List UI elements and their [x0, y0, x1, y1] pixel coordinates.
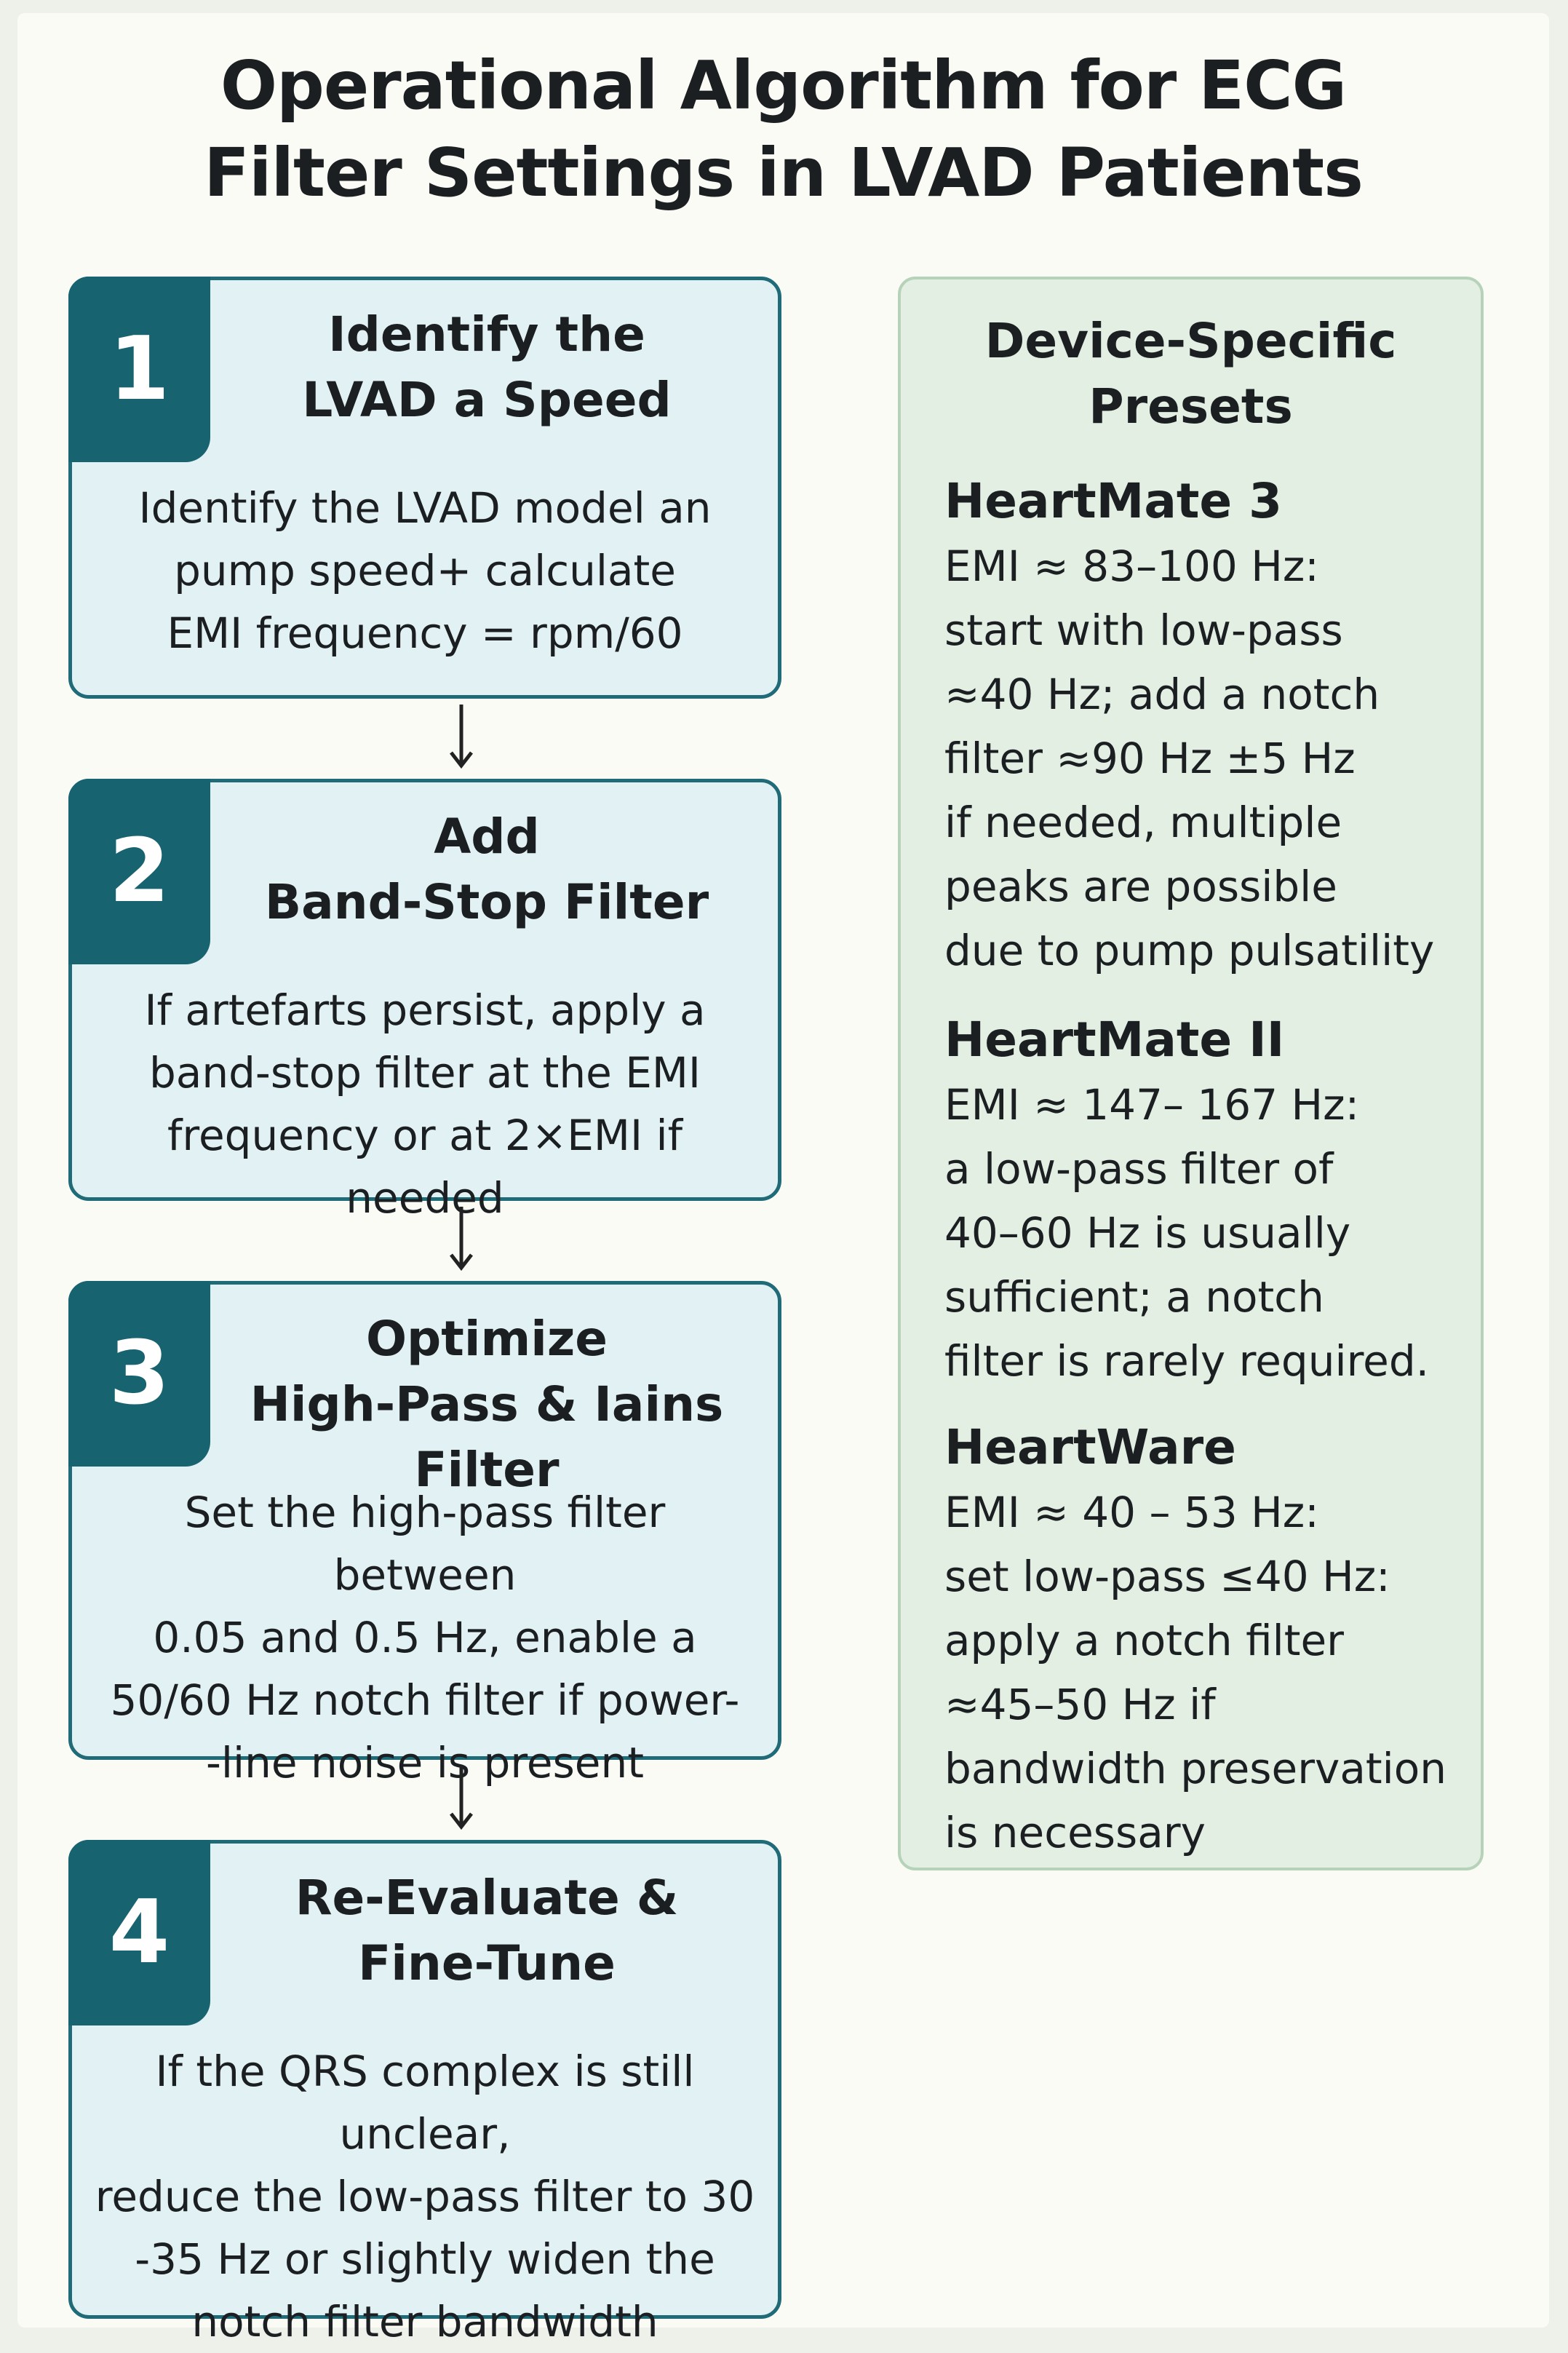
- step-3-body-line-3: 50/60 Hz notch filter if power-: [110, 1675, 740, 1725]
- step-2-body-line-1: If artefarts persist, apply a: [144, 985, 706, 1035]
- arrow-2-to-3-icon: [447, 1207, 476, 1274]
- page-title: [17, 42, 1549, 217]
- presets-title: [901, 309, 1481, 440]
- device-text-line: ≈40 Hz; add a notch: [944, 670, 1380, 719]
- title-line-1: Operational Algorithm for ECG: [220, 47, 1347, 124]
- device-description: [944, 1480, 1466, 1865]
- step-1-body-line-3: EMI frequency = rpm/60: [167, 608, 683, 658]
- step-1-body-line-2: pump speed+ calculate: [174, 546, 676, 595]
- step-3-description: [94, 1481, 756, 1794]
- preset-heartmate-ii: [944, 1007, 1466, 1393]
- step-4-body-line-2: reduce the low-pass filter to 30: [95, 2172, 755, 2221]
- step-3-title-line-1: Optimize: [365, 1311, 608, 1367]
- preset-heartmate-3: [944, 469, 1466, 983]
- device-name: HeartMate II: [944, 1012, 1285, 1068]
- device-text-line: filter ≈90 Hz ±5 Hz: [944, 734, 1356, 783]
- step-3-body-line-4: -line noise is present: [206, 1738, 644, 1787]
- arrow-1-to-2-icon: [447, 705, 476, 771]
- step-4-body-line-1: If the QRS complex is still unclear,: [155, 2047, 695, 2159]
- step-1-number-badge: 1: [68, 277, 210, 462]
- device-text-line: a low-pass filter of: [944, 1144, 1334, 1194]
- device-presets-panel: [898, 277, 1484, 1870]
- diagram-page: [17, 13, 1549, 2346]
- preset-heartware: [944, 1415, 1466, 1865]
- step-4-number-badge: 4: [68, 1840, 210, 2025]
- step-1-body-line-1: Identify the LVAD model an: [138, 483, 712, 533]
- step-1-description: [94, 477, 756, 664]
- step-1-box: [68, 277, 781, 699]
- step-3-body-line-1: Set the high-pass filter between: [184, 1488, 666, 1600]
- presets-title-line-2: Presets: [1089, 378, 1293, 435]
- device-text-line: set low-pass ≤40 Hz:: [944, 1552, 1390, 1601]
- device-text-line: EMI ≈ 83–100 Hz:: [944, 541, 1319, 591]
- step-2-box: [68, 779, 781, 1223]
- step-3-box: [68, 1281, 781, 1787]
- device-name: HeartMate 3: [944, 473, 1283, 529]
- device-text-line: bandwidth preservation: [944, 1744, 1447, 1793]
- presets-title-line-1: Device-Specific: [984, 313, 1397, 369]
- step-3-title: [210, 1306, 763, 1503]
- step-4-box: [68, 1840, 781, 2346]
- step-4-description: [94, 2040, 756, 2353]
- step-2-number-badge: 2: [68, 779, 210, 964]
- step-4-title-line-1: Re-Evaluate &: [295, 1870, 679, 1926]
- arrow-3-to-4-icon: [447, 1766, 476, 1833]
- step-2-title: [210, 804, 763, 935]
- device-text-line: start with low-pass: [944, 606, 1343, 655]
- device-text-line: apply a notch filter: [944, 1616, 1345, 1665]
- step-3-body-line-2: 0.05 and 0.5 Hz, enable a: [153, 1613, 697, 1662]
- device-text-line: if needed, multiple: [944, 798, 1342, 847]
- step-1-title-line-2: LVAD a Speed: [302, 372, 672, 428]
- step-2-body-line-3: frequency or at 2×EMI if needed: [167, 1111, 683, 1223]
- device-text-line: EMI ≈ 40 – 53 Hz:: [944, 1488, 1319, 1537]
- device-description: [944, 1073, 1466, 1393]
- device-text-line: filter is rarely required.: [944, 1336, 1430, 1386]
- step-2-body-line-2: band-stop filter at the EMI: [148, 1048, 701, 1098]
- device-text-line: due to pump pulsatility: [944, 926, 1435, 975]
- step-2-description: [94, 979, 756, 1229]
- step-4-body-line-3: -35 Hz or slightly widen the: [135, 2234, 715, 2284]
- device-text-line: sufficient; a notch: [944, 1272, 1324, 1322]
- device-text-line: peaks are possible: [944, 862, 1337, 911]
- device-text-line: 40–60 Hz is usually: [944, 1208, 1351, 1258]
- step-1-title: [210, 302, 763, 433]
- device-description: [944, 534, 1466, 983]
- step-4-title-line-2: Fine-Tune: [358, 1935, 616, 1991]
- step-1-title-line-1: Identify the: [328, 306, 645, 362]
- step-4-body-line-4: notch filter bandwidth: [191, 2297, 658, 2346]
- device-text-line: EMI ≈ 147– 167 Hz:: [944, 1080, 1360, 1130]
- title-line-2: Filter Settings in LVAD Patients: [204, 134, 1363, 212]
- device-text-line: ≈45–50 Hz if: [944, 1680, 1216, 1729]
- step-4-title: [210, 1865, 763, 1996]
- step-2-title-line-1: Add: [434, 809, 540, 865]
- step-2-title-line-2: Band-Stop Filter: [264, 874, 709, 930]
- step-3-number-badge: 3: [68, 1281, 210, 1467]
- device-text-line: is necessary: [944, 1808, 1206, 1857]
- device-name: HeartWare: [944, 1419, 1236, 1475]
- step-3-title-line-2: High-Pass & Iains Filter: [250, 1376, 724, 1498]
